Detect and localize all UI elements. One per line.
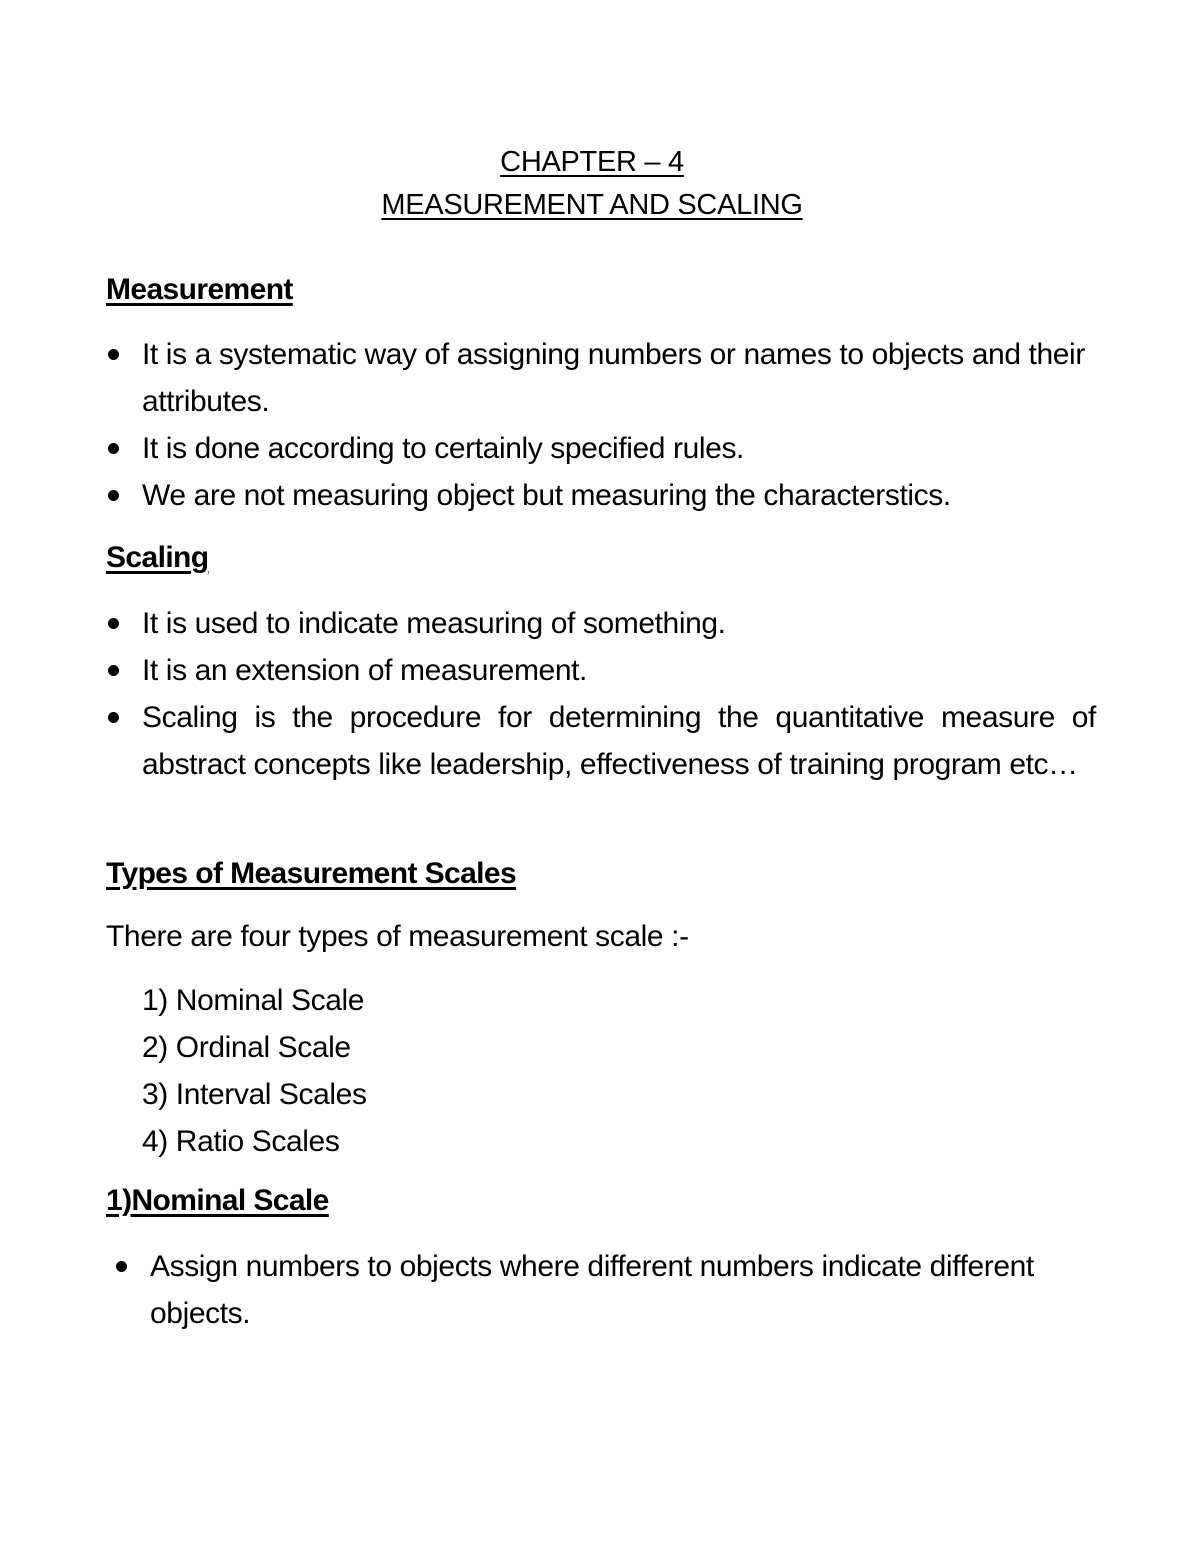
list-item: 1) Nominal Scale [142, 984, 365, 1017]
chapter-number: CHAPTER – 4 [500, 146, 684, 178]
list-item [106, 331, 1096, 425]
types-intro: There are four types of measurement scale :- [106, 920, 689, 953]
list-item-text: It is used to indicate measuring of something. [142, 607, 726, 640]
scale-types-list [142, 977, 367, 1165]
bullet-icon [108, 665, 119, 676]
list-item: 2) Ordinal Scale [142, 1031, 351, 1064]
bullet-icon [108, 443, 119, 454]
list-item [106, 694, 1096, 788]
list-item-text: Scaling is the procedure for determining the quantitative measure of abstract concepts like leadership, effectiveness of training program etc… [142, 701, 1096, 781]
measurement-heading: Measurement [106, 273, 293, 306]
measurement-list [106, 331, 1096, 519]
bullet-icon [108, 712, 119, 723]
list-item [106, 472, 1096, 519]
list-item-text: It is done according to certainly specified rules. [142, 432, 744, 465]
list-item: 4) Ratio Scales [142, 1125, 340, 1158]
list-item-text: It is an extension of measurement. [142, 654, 587, 687]
chapter-title: MEASUREMENT AND SCALING [381, 189, 803, 221]
list-item: 3) Interval Scales [142, 1078, 367, 1111]
list-item [106, 647, 1096, 694]
scaling-heading: Scaling [106, 541, 209, 574]
list-item [106, 600, 1096, 647]
bullet-icon [108, 618, 119, 629]
nominal-list [114, 1243, 1054, 1337]
list-item-text: We are not measuring object but measuring the characterstics. [142, 479, 951, 512]
list-item [114, 1243, 1054, 1337]
bullet-icon [108, 349, 119, 360]
scaling-list [106, 600, 1096, 788]
bullet-icon [116, 1261, 127, 1272]
types-heading: Types of Measurement Scales [106, 857, 517, 890]
list-item-text: It is a systematic way of assigning numbers or names to objects and their attributes. [142, 338, 1085, 418]
bullet-icon [108, 490, 119, 501]
nominal-heading: 1)Nominal Scale [106, 1184, 329, 1217]
list-item-text: Assign numbers to objects where different numbers indicate different objects. [150, 1250, 1034, 1330]
list-item [106, 425, 1096, 472]
